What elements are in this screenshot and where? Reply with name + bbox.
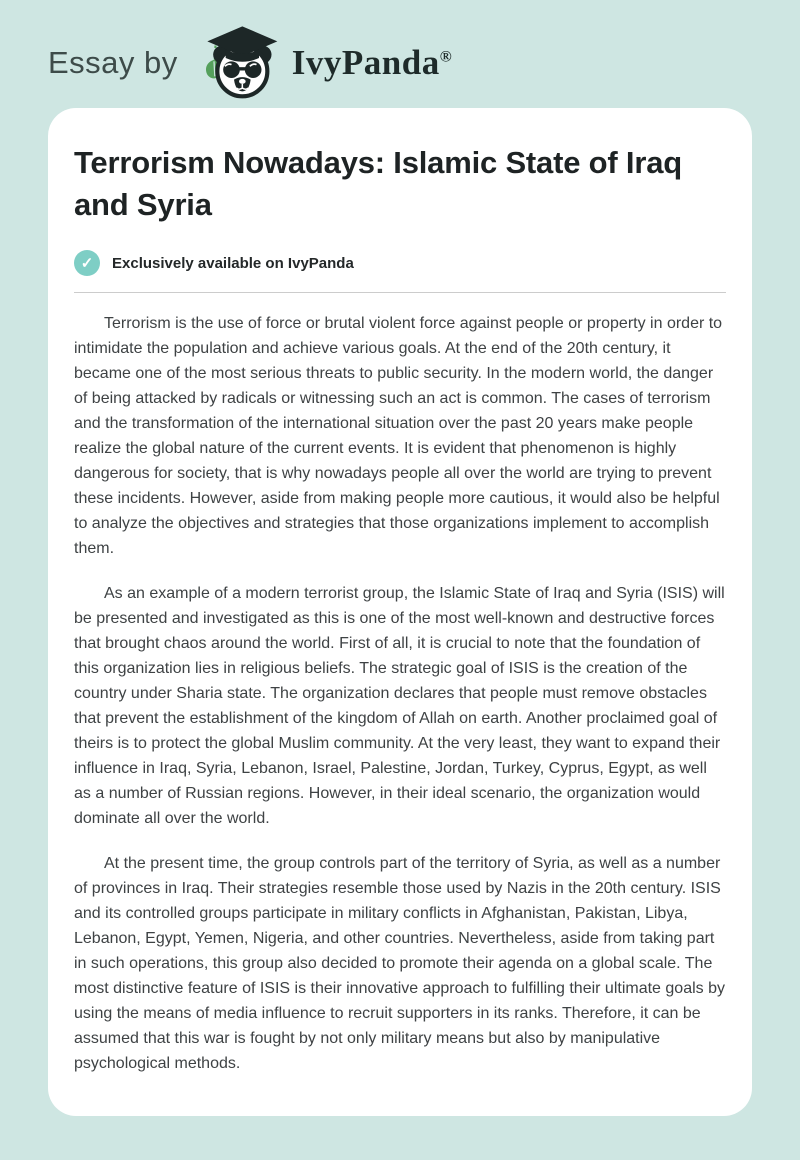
essay-card — [48, 108, 752, 1116]
brand-name — [292, 43, 452, 83]
ivypanda-logo-icon — [196, 23, 282, 103]
essay-paragraph-1: Terrorism is the use of force or brutal violent force against people or property in order to intimidate the population and achieve various goals. At the end of the 20th century, it became one of the most serious threats to public security. In the modern world, the danger of being attacked by radicals or witnessing such an act is common. The cases of terrorism and the transformation of the international situation over the past 20 years make people realize the global nature of the current events. It is evident that phenomenon is highly dangerous for society, that is why nowadays people all over the world are trying to prevent these incidents. However, aside from making people more cautious, it would also be helpful to analyze the objectives and strategies that those organizations implement to accomplish them. — [74, 315, 723, 557]
registered-mark: ® — [439, 48, 453, 66]
divider — [74, 292, 726, 293]
page-header — [0, 0, 800, 100]
brand-text: IvyPanda — [291, 43, 440, 82]
essay-body — [74, 311, 726, 1076]
availability-badge — [74, 250, 726, 276]
check-icon: ✓ — [74, 250, 100, 276]
essay-paragraph-3: At the present time, the group controls part of the territory of Syria, as well as a number of provinces in Iraq. Their strategies resemble those used by Nazis in the 20th century. ISIS and its controlled groups participate in military conflicts in Afghanistan, Pakistan, Libya, Lebanon, Egypt, Yemen, Nigeria, and other countries. Nevertheless, aside from taking part in such operations, this group also decided to promote their agenda on a global scale. The most distinctive feature of ISIS is their innovative approach to fulfilling their ultimate goals by using the means of media influence to recruit supporters in its ranks. Therefore, it can be assumed that this war is fought by not only military means but also by manipulative psychological methods. — [74, 855, 725, 1072]
essay-paragraph-2: As an example of a modern terrorist group, the Islamic State of Iraq and Syria (ISIS) will be presented and investigated as this is one of the most well-known and destructive forces that brought chaos around the world. First of all, it is crucial to note that the foundation of this organization lies in religious beliefs. The strategic goal of ISIS is the creation of the country under Sharia state. The organization declares that people must remove obstacles that prevent the establishment of the kingdom of Allah on earth. Another proclaimed goal of theirs is to protect the global Muslim community. At the very least, they want to expand their influence in Iraq, Syria, Lebanon, Israel, Palestine, Jordan, Turkey, Cyprus, Egypt, as well as a number of Russian regions. However, in their ideal scenario, the organization would dominate all over the world. — [74, 585, 725, 827]
essay-by-label: Essay by — [48, 45, 178, 80]
availability-label: Exclusively available on IvyPanda — [112, 254, 354, 272]
essay-title: Terrorism Nowadays: Islamic State of Iraq and Syria — [74, 145, 682, 222]
